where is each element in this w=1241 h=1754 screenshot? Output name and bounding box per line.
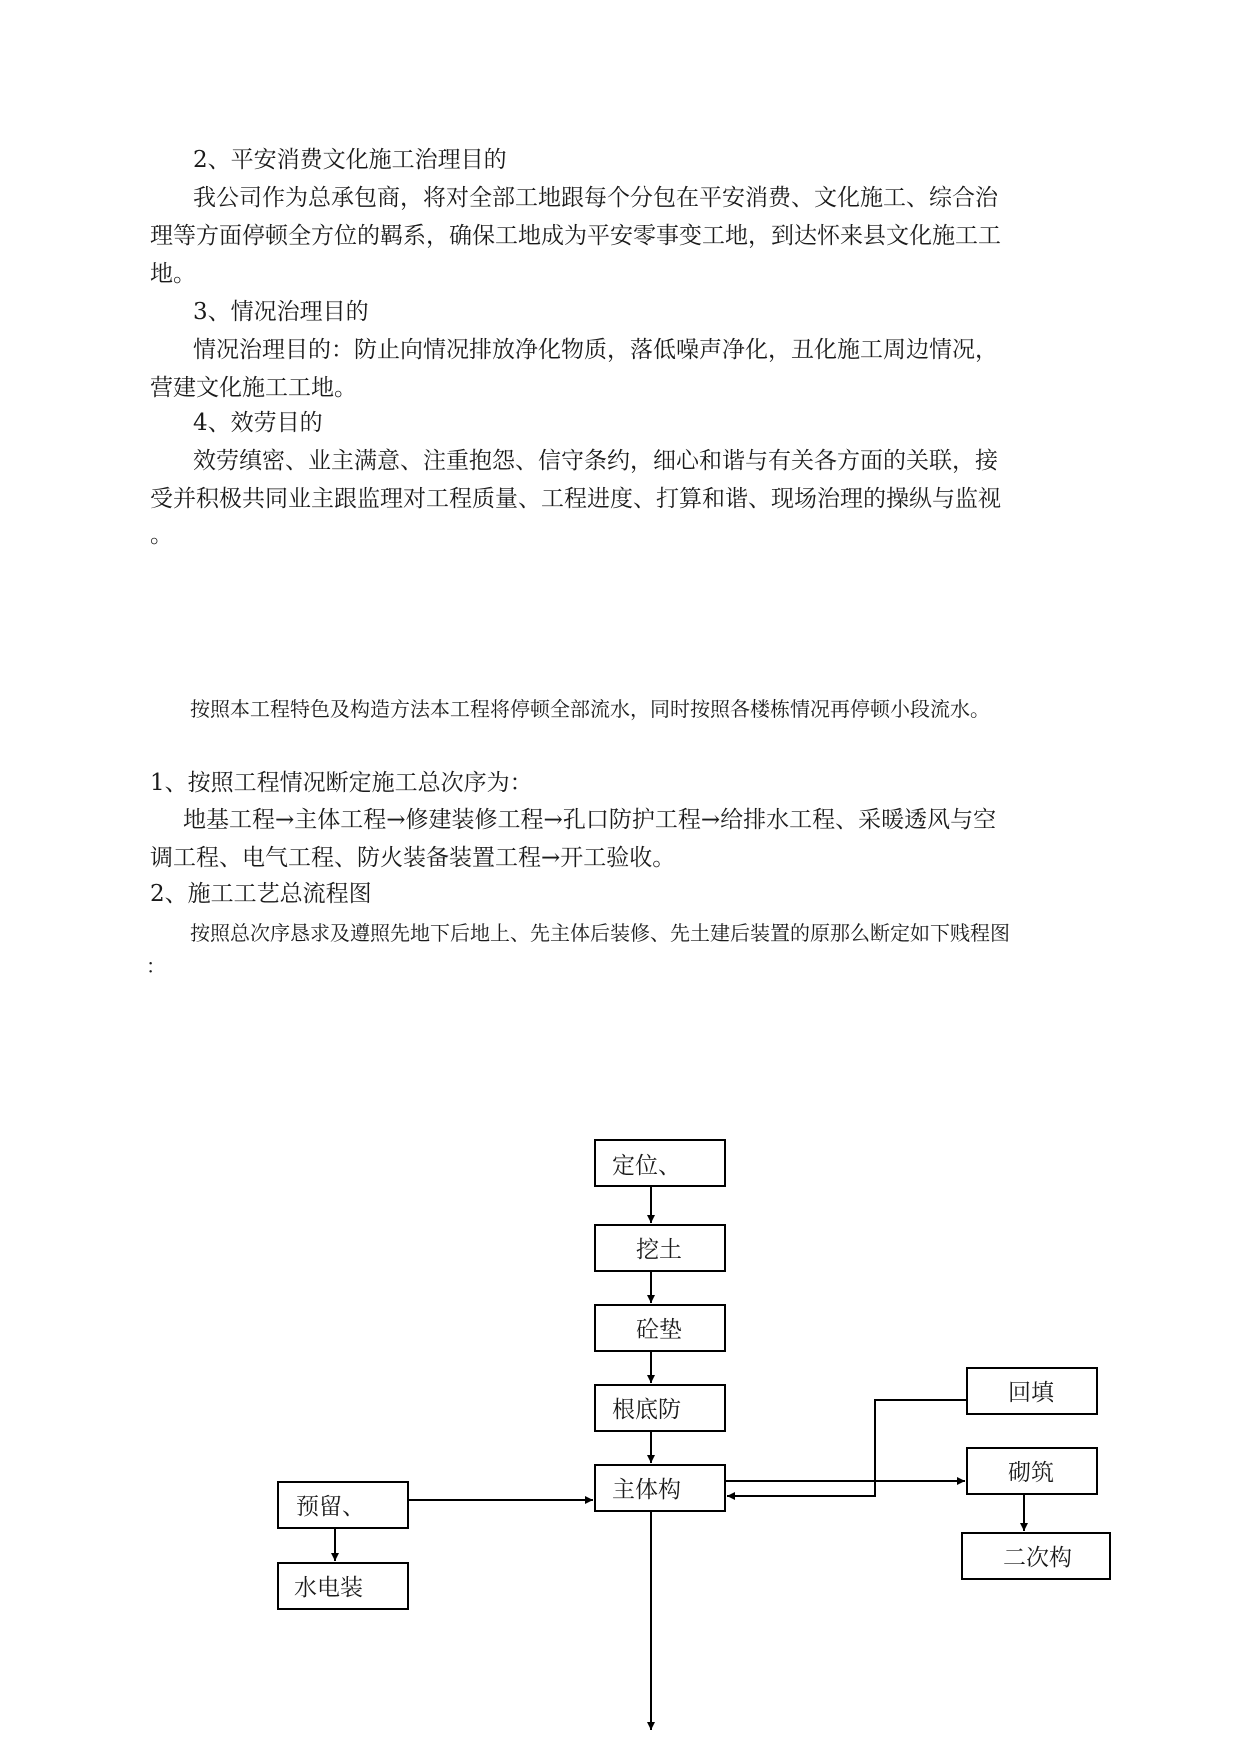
paragraph-line: 按照总次序恳求及遵照先地下后地上、先主体后装修、先土建后装置的原那么断定如下贱程图 [190, 921, 1010, 945]
paragraph-line: 地。 [150, 261, 196, 287]
flow-label-qizhu: 砌筑 [1008, 1460, 1054, 1486]
paragraph-line: 调工程、电气工程、防火装备装置工程→开工验收。 [150, 845, 676, 871]
paragraph-line: 受并积极共同业主跟监理对工程质量、工程进度、打算和谐、现场治理的操纵与监视 [150, 486, 1001, 512]
flow-label-ercigou: 二次构 [1003, 1545, 1072, 1571]
section-heading-4: 4、效劳目的 [193, 410, 323, 436]
flow-label-shuidianzhuang: 水电装 [294, 1575, 363, 1601]
section-heading-2: 2、平安消费文化施工治理目的 [193, 147, 507, 173]
section-heading: 2、施工工艺总流程图 [150, 881, 372, 907]
paragraph-line: 理等方面停顿全方位的羁系，确保工地成为平安零事变工地，到达怀来县文化施工工 [150, 223, 1001, 249]
flow-label-qiandian: 砼垫 [636, 1317, 682, 1343]
paragraph-line: 。 [150, 522, 173, 548]
flow-label-huitian: 回填 [1008, 1380, 1054, 1406]
paragraph-line: ： [146, 954, 166, 978]
paragraph-line: 地基工程→主体工程→修建装修工程→孔口防护工程→给排水工程、采暖透风与空 [183, 807, 997, 833]
paragraph-line: 效劳缜密、业主满意、注重抱怨、信守条约，细心和谐与有关各方面的关联，接 [193, 448, 998, 474]
paragraph-line: 营建文化施工工地。 [150, 375, 357, 401]
section-heading-3: 3、情况治理目的 [193, 299, 369, 325]
flow-label-yuliu: 预留、 [296, 1494, 365, 1520]
flow-label-zhutigou: 主体构 [612, 1477, 681, 1503]
flow-label-dingwei: 定位、 [612, 1153, 681, 1179]
flow-label-gendifang: 根底防 [612, 1397, 681, 1423]
flow-label-watu: 挖土 [636, 1237, 682, 1263]
paragraph-line: 按照本工程特色及构造方法本工程将停顿全部流水，同时按照各楼栋情况再停顿小段流水。 [190, 697, 990, 721]
paragraph-line: 我公司作为总承包商，将对全部工地跟每个分包在平安消费、文化施工、综合治 [193, 185, 998, 211]
section-heading: 1、按照工程情况断定施工总次序为： [150, 770, 533, 796]
paragraph-line: 情况治理目的：防止向情况排放净化物质，落低噪声净化，丑化施工周边情况， [193, 337, 998, 363]
